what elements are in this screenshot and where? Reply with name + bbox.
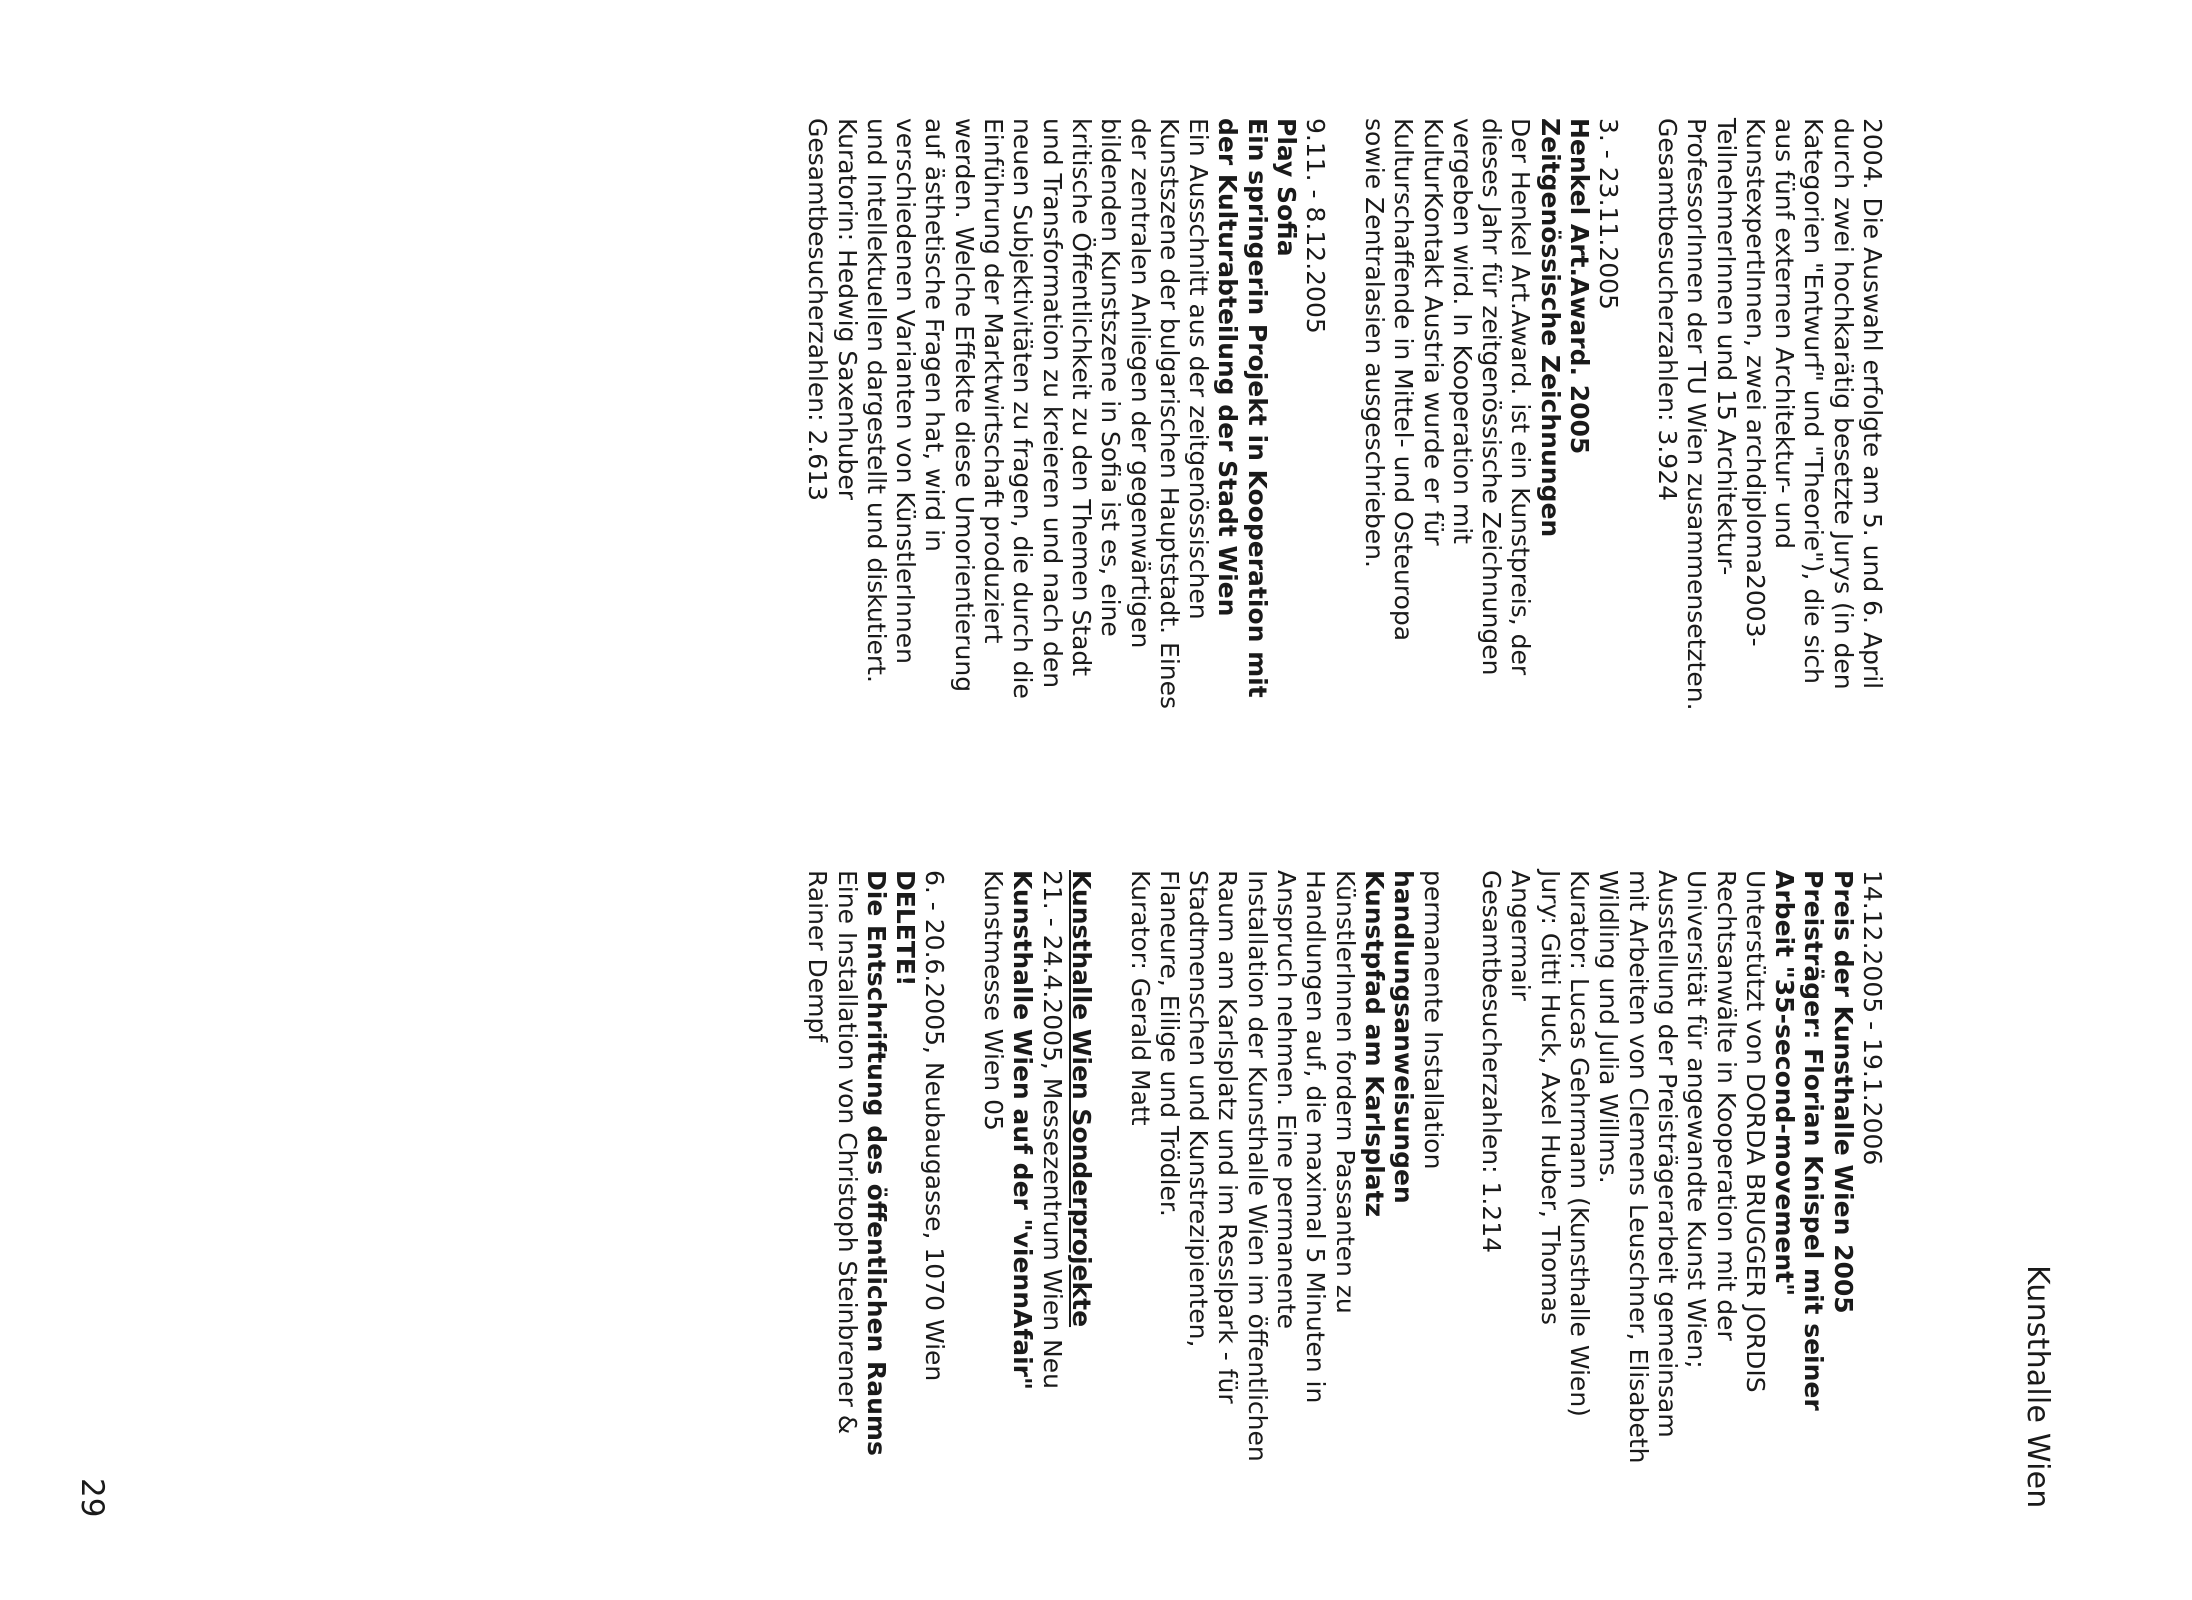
text-line: vergeben wird. In Kooperation mit <box>1447 118 1477 544</box>
text-line: Ein springerin Projekt in Kooperation mit <box>1242 118 1272 698</box>
running-head: Kunsthalle Wien <box>2020 1265 2055 1509</box>
text-line: handlungsanweisungen <box>1389 870 1419 1204</box>
text-line: 2004. Die Auswahl erfolgte am 5. und 6. April <box>1858 118 1887 690</box>
text-line: Angermair <box>1506 870 1536 1001</box>
text-line: 6. - 20.6.2005, Neubaugasse, 1070 Wien <box>920 870 950 1382</box>
text-line: KulturKontakt Austria wurde er für <box>1418 118 1448 546</box>
text-line: Kunstszene der bulgarischen Hauptstadt. Eines <box>1154 118 1184 710</box>
text-line: und Transformation zu kreieren und nach den <box>1037 118 1067 689</box>
text-line: Unterstützt von DORDA BRUGGER JORDIS <box>1740 870 1770 1393</box>
text-line: Die Entschriftung des öffentlichen Raums <box>861 870 891 1456</box>
text-line: Anspruch nehmen. Eine permanente <box>1272 870 1302 1329</box>
paragraph-gap <box>1448 870 1477 1463</box>
text-line: der zentralen Anliegen der gegenwärtigen <box>1125 118 1155 649</box>
text-line: neuen Subjektivitäten zu fragen, die durch die <box>1008 118 1038 699</box>
left-column <box>803 118 1887 711</box>
right-column <box>803 870 1887 1463</box>
text-line: Gesamtbesucherzahlen: 3.924 <box>1652 118 1682 502</box>
text-line: Ausstellung der Preisträgerarbeit gemeinsam <box>1652 870 1682 1438</box>
text-line: Arbeit "35-second-movement" <box>1770 870 1800 1297</box>
text-line: werden. Welche Effekte diese Umorientierung <box>949 118 979 693</box>
text-line: aus fünf externen Architektur- und <box>1770 118 1800 550</box>
text-line: Kunstmesse Wien 05 <box>979 870 1009 1131</box>
text-line: Kunsthalle Wien Sonderprojekte <box>1066 870 1096 1328</box>
text-line: Preis der Kunsthalle Wien 2005 <box>1828 870 1858 1314</box>
text-line: KunstexpertInnen, zwei archdiploma2003- <box>1740 118 1770 647</box>
text-line: sowie Zentralasien ausgeschrieben. <box>1359 118 1389 568</box>
text-line: kritische Öffentlichkeit zu den Themen Stadt <box>1066 118 1096 677</box>
text-line: bildenden Kunstszene in Sofia ist es, eine <box>1096 118 1126 637</box>
text-line: Henkel Art.Award. 2005 <box>1565 118 1595 455</box>
text-line: Kuratorin: Hedwig Saxenhuber <box>832 118 862 501</box>
text-line: Flaneure, Eilige und Trödler. <box>1154 870 1184 1217</box>
text-line: Einführung der Marktwirtschaft produziert <box>979 118 1009 644</box>
text-line: Installation der Kunsthalle Wien im öffentlichen <box>1242 870 1272 1462</box>
text-line: Der Henkel Art.Award. ist ein Kunstpreis, der <box>1506 118 1536 676</box>
text-line: Jury: Gitti Huck, Axel Huber, Thomas <box>1535 870 1565 1325</box>
text-line: Eine Installation von Christoph Steinbrener & <box>832 870 862 1435</box>
text-line: Kurator: Lucas Gehrmann (Kunsthalle Wien) <box>1565 870 1595 1417</box>
text-line: Gesamtbesucherzahlen: 2.613 <box>803 118 833 502</box>
text-line: Kulturschaffende in Mittel- und Osteuropa <box>1389 118 1419 642</box>
text-line: 21. - 24.4.2005, Messezentrum Wien Neu <box>1037 870 1067 1389</box>
text-line: Play Sofia <box>1272 118 1302 257</box>
paragraph-gap <box>1330 118 1359 711</box>
text-line: Stadtmenschen und Kunstrezipienten, <box>1184 870 1214 1348</box>
text-line: permanente Installation <box>1418 870 1448 1170</box>
text-line: Universität für angewandte Kunst Wien; <box>1682 870 1712 1369</box>
text-line: Kunstpfad am Karlsplatz <box>1359 870 1389 1218</box>
text-line: dieses Jahr für zeitgenössische Zeichnungen <box>1477 118 1507 676</box>
text-line: Preisträger: Florian Knispel mit seiner <box>1799 870 1829 1411</box>
text-line: Ein Ausschnitt aus der zeitgenössischen <box>1184 118 1214 620</box>
text-line: Rechtsanwälte in Kooperation mit der <box>1711 870 1741 1341</box>
text-line: durch zwei hochkarätig besetzte Jurys (in den <box>1828 118 1858 690</box>
text-line: der Kulturabteilung der Stadt Wien <box>1213 118 1243 617</box>
text-line: mit Arbeiten von Clemens Leuschner, Elisabeth <box>1623 870 1653 1464</box>
page-number: 29 <box>74 1478 110 1518</box>
text-line: Kategorien "Entwurf" und "Theorie"), die sich <box>1799 118 1829 685</box>
paragraph-gap <box>1096 870 1125 1463</box>
text-line: 14.12.2005 - 19.1.2006 <box>1858 870 1887 1166</box>
text-line: Kunsthalle Wien auf der "viennAfair" <box>1008 870 1038 1391</box>
text-line: KünstlerInnen fordern Passanten zu <box>1330 870 1360 1314</box>
text-line: und Intellektuellen dargestellt und diskutiert. <box>861 118 891 683</box>
text-line: DELETE! <box>891 870 921 987</box>
text-line: Zeitgenössische Zeichnungen <box>1535 118 1565 538</box>
text-line: Kurator: Gerald Matt <box>1125 870 1155 1126</box>
text-line: 3. - 23.11.2005 <box>1594 118 1624 310</box>
text-line: auf ästhetische Fragen hat, wird in <box>920 118 950 552</box>
text-line: 9.11. - 8.12.2005 <box>1301 118 1331 334</box>
paragraph-gap <box>1623 118 1652 711</box>
text-line: ProfessorInnen der TU Wien zusammensetzten. <box>1682 118 1712 711</box>
text-line: Rainer Dempf <box>803 870 833 1043</box>
text-line: Gesamtbesucherzahlen: 1.214 <box>1477 870 1507 1254</box>
text-line: TeilnehmerInnen und 15 Architektur- <box>1711 118 1741 576</box>
text-line: Handlungen auf, die maximal 5 Minuten in <box>1301 870 1331 1404</box>
paragraph-gap <box>950 870 979 1463</box>
text-line: Wildling und Julia Willms. <box>1594 870 1624 1184</box>
text-line: Raum am Karlsplatz und im Resslpark - für <box>1213 870 1243 1404</box>
text-line: verschiedenen Varianten von KünstlerInnen <box>891 118 921 664</box>
